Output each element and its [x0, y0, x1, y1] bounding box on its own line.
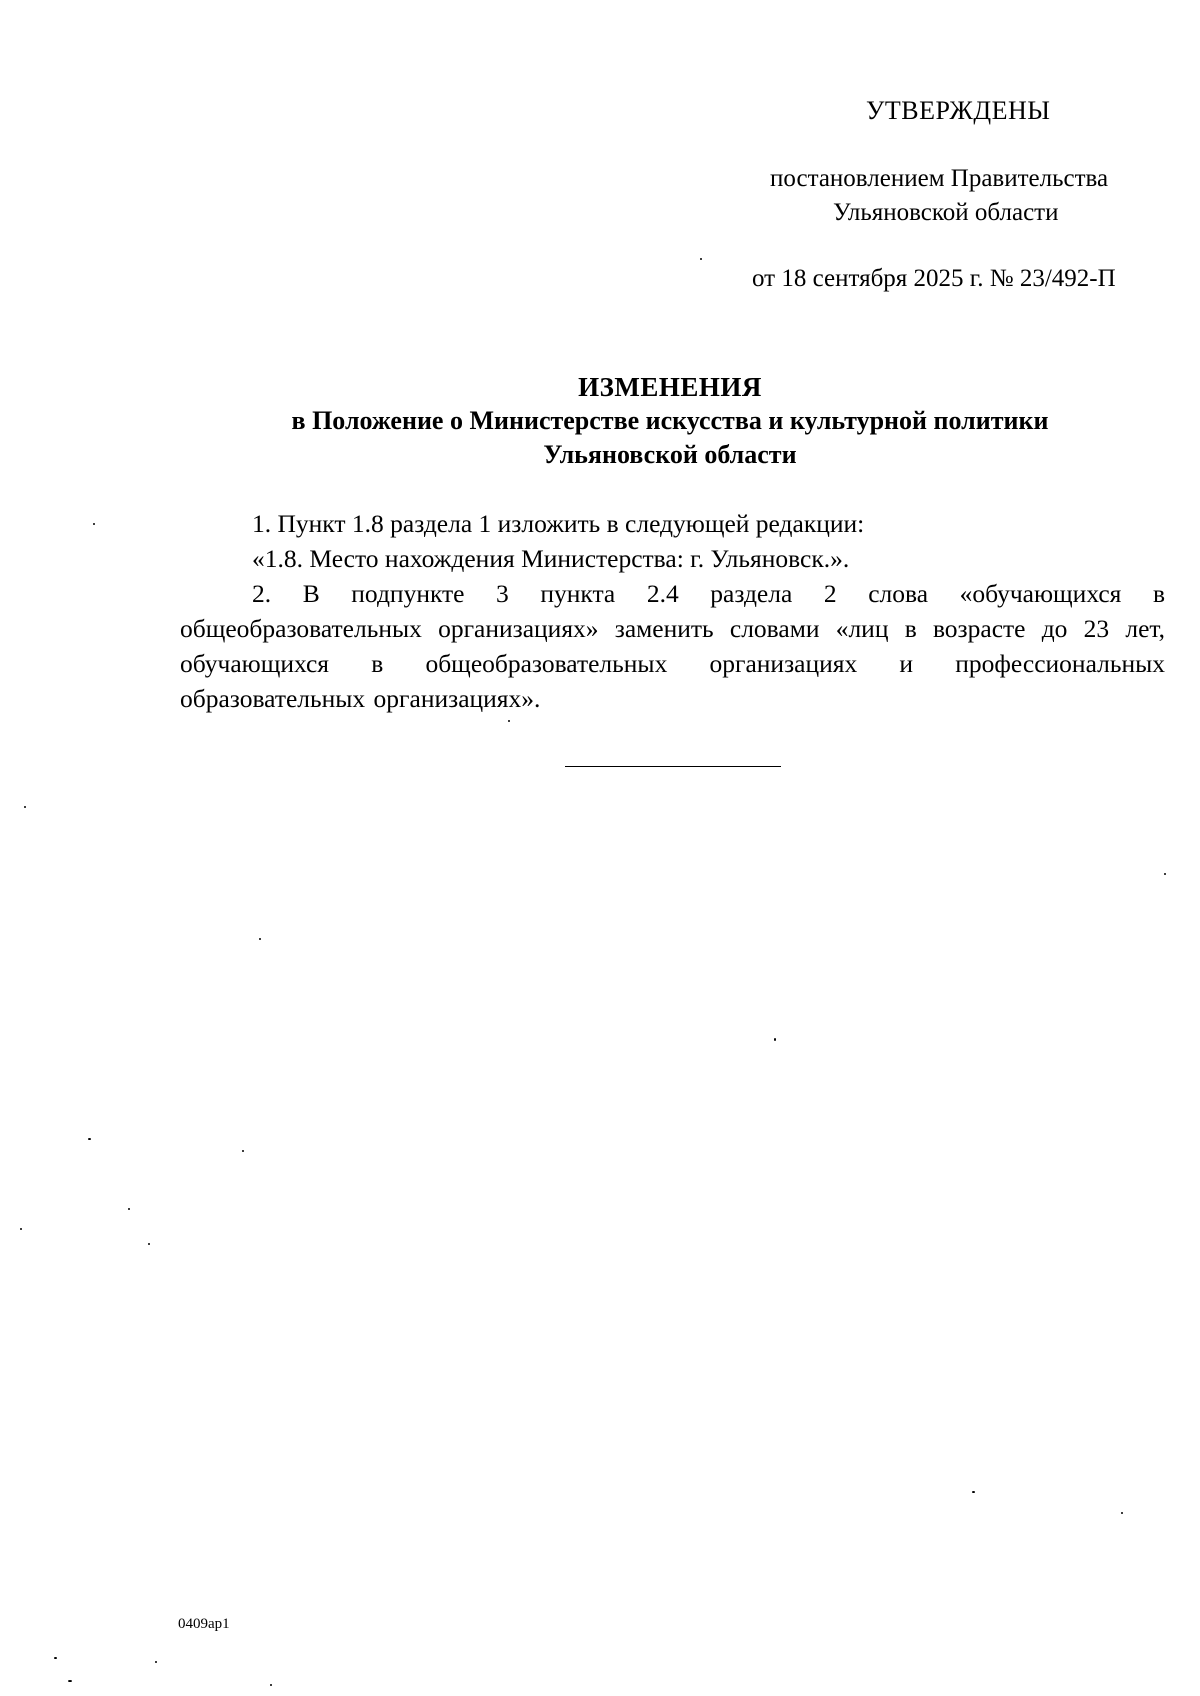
- paragraph-1-quote: «1.8. Место нахождения Министерства: г. Ульяновск.».: [252, 544, 850, 573]
- scan-speck: [242, 1150, 244, 1152]
- scan-speck: [1164, 873, 1166, 875]
- scan-speck: [20, 1228, 22, 1230]
- document-subtitle-1: в Положение о Министерстве искусства и культурной политики: [291, 406, 1049, 435]
- scan-speck: [88, 1138, 91, 1140]
- approval-title: УТВЕРЖДЕНЫ: [866, 96, 1051, 125]
- document-subtitle-2: Ульяновской области: [543, 440, 797, 469]
- end-divider: [565, 766, 781, 767]
- approval-line-1: постановлением Правительства: [770, 165, 1109, 192]
- approval-line-3: от 18 сентября 2025 г. № 23/492-П: [752, 265, 1116, 292]
- document-title: ИЗМЕНЕНИЯ: [578, 372, 762, 402]
- scan-speck: [1121, 1512, 1123, 1514]
- scan-speck: [270, 1684, 272, 1686]
- document-code: 0409ар1: [178, 1616, 230, 1632]
- scan-speck: [128, 1208, 130, 1210]
- scan-speck: [68, 1680, 72, 1682]
- approval-line-2: Ульяновской области: [833, 199, 1059, 226]
- scan-speck: [24, 806, 26, 808]
- paragraph-2: 2. В подпункте 3 пункта 2.4 раздела 2 слова «обучающихся в общеобразовательных организациях» заменить словами «лиц в возрасте до 23 лет, обучающихся в общеобразовательных организациях и профессиональных образовательных организациях».: [180, 579, 1165, 713]
- scan-speck: [508, 720, 510, 722]
- scan-speck: [972, 1491, 975, 1493]
- scan-speck: [259, 938, 261, 940]
- scan-speck: [54, 1657, 57, 1659]
- scan-speck: [155, 1661, 157, 1663]
- scan-speck: [93, 523, 95, 525]
- scan-speck: [774, 1038, 776, 1041]
- scan-speck: [148, 1243, 150, 1245]
- scan-speck: [700, 258, 702, 260]
- paragraph-1: 1. Пункт 1.8 раздела 1 изложить в следующей редакции:: [252, 509, 865, 538]
